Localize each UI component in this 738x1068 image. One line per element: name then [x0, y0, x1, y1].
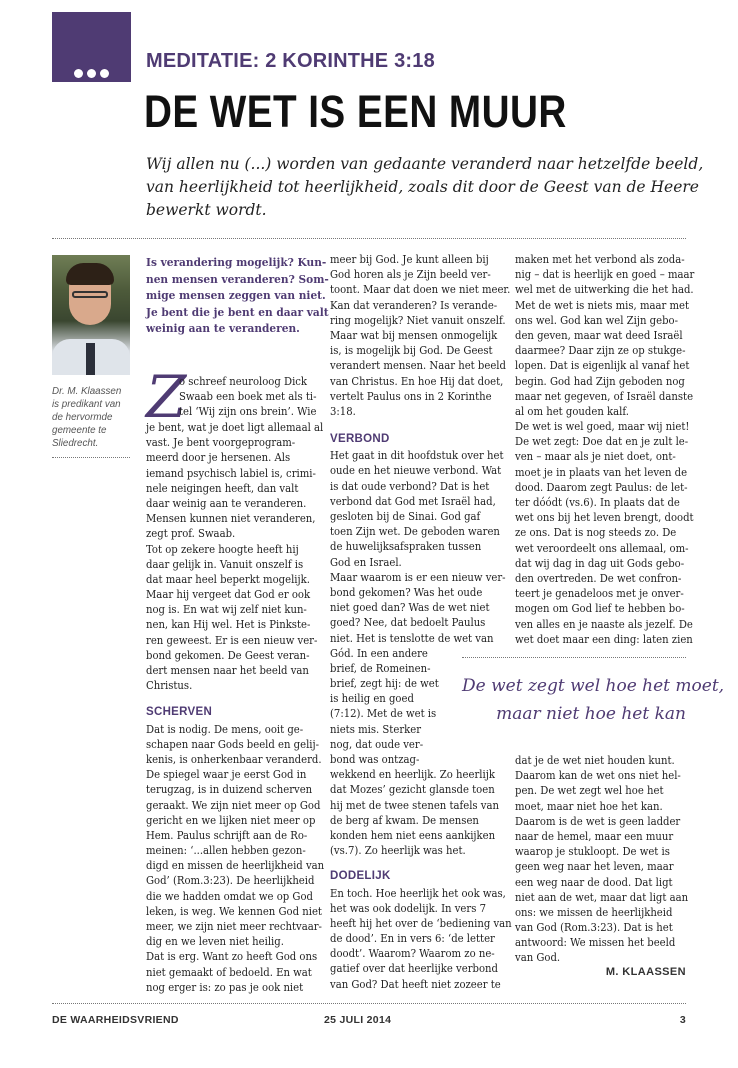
text-line: hij met de twee stenen tafels van: [330, 798, 499, 812]
text-line: antwoord: We missen het beeld: [515, 936, 676, 950]
caption-line: Dr. M. Klaassen: [52, 386, 122, 397]
caption-line: gemeente te: [52, 425, 107, 436]
article-kicker: MEDITATIE: 2 KORINTHE 3:18: [146, 50, 435, 72]
text-line: 3:18.: [330, 404, 356, 418]
text-line: al om het gouden kalf.: [515, 404, 629, 418]
text-line: ren geweest. Er is een nieuw ver-: [146, 633, 318, 647]
text-line: (vs.7). Zo heerlijk was het.: [330, 844, 466, 858]
text-line: Mensen kunnen niet veranderen,: [146, 512, 316, 526]
text-line: De spiegel waar je eerst God in: [146, 768, 307, 782]
text-line: waarop je stukloopt. De wet is: [515, 845, 670, 859]
text-line: Swaab een boek met als ti-: [179, 390, 317, 404]
magazine-logo-box: [52, 12, 131, 82]
text-line: moet, maar niet hoe het kan.: [515, 799, 663, 813]
text-line: begin. God had Zijn geboden nog: [515, 374, 685, 388]
text-line: is, is mogelijk bij God. De Geest: [330, 344, 493, 358]
lead-line: nen mensen veranderen? Som-: [146, 271, 329, 286]
text-line: terugzag, is in duizend scherven: [146, 783, 313, 797]
text-line: ze ons. Dat is nog steeds zo. De: [515, 526, 677, 540]
text-line: niet gemaakt of bedoeld. En wat: [146, 965, 312, 979]
section-heading: DODELIJK: [330, 870, 391, 883]
text-line: leken, is weg. We kennen God niet: [146, 904, 322, 918]
text-line: meer bij God. Je kunt alleen bij: [330, 253, 489, 266]
text-line: bond was ontzag-: [330, 753, 420, 766]
text-line: iemand psychisch labiel is, crimi-: [146, 466, 316, 480]
text-line: Dat is nodig. De mens, ooit ge-: [146, 722, 304, 736]
text-line: die we hadden omdat we op God: [146, 889, 313, 903]
text-line: De wet zegt: Doe dat en je zult le-: [515, 435, 689, 449]
text-line: Met de wet is niets mis, maar met: [515, 298, 690, 312]
text-line: Daarom kan de wet ons niet hel-: [515, 769, 681, 783]
lead-line: weinig aan te veranderen.: [146, 321, 300, 335]
text-line: wel met de uitwerking die het had.: [515, 283, 694, 297]
text-line: God en Israel.: [330, 555, 402, 569]
text-line: God horen als je Zijn beeld ver-: [330, 268, 491, 282]
column-3-body-top: [515, 252, 714, 647]
text-line: schapen naar Gods beeld en gelij-: [146, 737, 320, 751]
text-line: meinen: ‘...allen hebben gezon-: [146, 844, 306, 858]
text-line: verbond dat God met Israël had,: [330, 494, 496, 508]
text-line: ons wel. God kan wel Zijn gebo-: [515, 313, 678, 327]
lead-paragraph: [146, 254, 345, 337]
text-line: Gód. In een andere: [330, 646, 428, 660]
text-line: den geven, maar wat deed Israël: [515, 328, 683, 342]
text-line: Hem. Paulus schrijft aan de Ro-: [146, 828, 308, 842]
drop-cap: Z: [146, 363, 187, 431]
text-line: dat Mozes’ gezicht glansde toen: [330, 783, 495, 797]
text-line: de berg af kwam. De mensen: [330, 813, 479, 827]
text-line: Kan dat veranderen? Is verande-: [330, 298, 498, 312]
text-line: kenis, is onherkenbaar veranderd.: [146, 752, 322, 766]
text-line: daarmee? Daar zijn ze op stukge-: [515, 344, 686, 358]
text-line: zegt prof. Swaab.: [146, 527, 236, 541]
text-line: nig – dat is heerlijk en goed – maar: [515, 268, 695, 282]
text-line: meer, we zijn niet meer rechtvaar-: [146, 920, 322, 933]
text-line: het was ook dodelijk. In vers 7: [330, 901, 486, 915]
text-line: nog, dat oude ver-: [330, 737, 424, 751]
text-line: wet veroordeelt ons allemaal, om-: [515, 541, 689, 555]
text-line: toont. Maar dat doen we niet meer.: [330, 283, 511, 297]
footer-date: 25 JULI 2014: [324, 1014, 392, 1026]
text-line: daar weinig aan te veranderen.: [146, 496, 307, 510]
text-line: wekkend en heerlijk. Zo heerlijk: [330, 768, 495, 782]
text-line: pen. De wet zegt wel hoe het: [515, 784, 664, 798]
text-line: o schreef neuroloog Dick: [179, 375, 308, 388]
text-line: wet ons bij het leven brengt, doodt: [515, 511, 694, 525]
lead-line: Je bent die je bent en daar valt: [146, 304, 329, 319]
text-line: niet goed dan? Was de wet niet: [330, 601, 490, 615]
text-line: geen weg naar het leven, maar: [515, 860, 674, 874]
text-line: van God? Dat heeft niet zozeer te: [330, 977, 501, 991]
caption-line: Sliedrecht.: [52, 438, 99, 449]
section-heading: VERBOND: [330, 433, 390, 446]
text-line: dat maar heel beperkt mogelijk.: [146, 572, 310, 586]
text-line: Maar wat bij mensen onmogelijk: [330, 328, 498, 342]
article-title: DE WET IS EEN MUUR: [144, 86, 567, 137]
pull-quote-line: maar niet hoe het kan: [496, 704, 686, 724]
text-line: vast. Je bent voorgeprogram-: [146, 436, 296, 450]
text-line: Maar hij vergeet dat God er ook: [146, 588, 311, 602]
text-line: nog erger is: zo pas je ook niet: [146, 980, 304, 994]
intro-line: van heerlijkheid tot heerlijkheid, zoals dit door de Geest van de Heere: [146, 178, 699, 196]
text-line: brief, de Romeinen-: [330, 661, 431, 675]
text-line: wet doet maar een ding: laten zien: [515, 632, 693, 646]
logo-dot: [87, 69, 96, 78]
text-line: dig en we leven niet heilig.: [146, 935, 284, 949]
text-line: mogen om God lief te hebben bo-: [515, 602, 685, 616]
text-line: nog is. En wat wij zelf niet kun-: [146, 603, 307, 617]
text-line: dood. Daarom zegt Paulus: de let-: [515, 480, 688, 494]
text-line: brief, zegt hij: de wet: [330, 677, 439, 691]
footer-magazine-name: DE WAARHEIDSVRIEND: [52, 1014, 179, 1026]
text-line: tel ‘Wij zijn ons brein’. Wie: [179, 405, 317, 419]
text-line: heeft hij het over de ‘bediening van: [330, 916, 512, 930]
text-line: lopen. Dat is eigenlijk al vanaf het: [515, 359, 690, 373]
text-line: meerd door je hersenen. Als: [146, 451, 291, 465]
text-line: ons: we missen de heerlijkheid: [515, 905, 673, 919]
text-line: niet aan de wet, maar dat ligt aan: [515, 890, 689, 904]
text-line: Het gaat in dit hoofdstuk over het: [330, 449, 504, 463]
author-signature: M. KLAASSEN: [605, 966, 686, 978]
text-line: is dat oude verbond? Dat is het: [330, 479, 490, 493]
column-2-body: [330, 252, 532, 992]
pull-quote-divider: [462, 657, 686, 658]
text-line: dat wij dag in dag uit Gods gebo-: [515, 556, 685, 570]
text-line: Dat is erg. Want zo heeft God ons: [146, 950, 318, 964]
text-line: van God.: [515, 951, 561, 965]
text-line: maken met het verbond als zoda-: [515, 253, 685, 266]
intro-line: Wij allen nu (...) worden van gedaante veranderd naar hetzelfde beeld,: [146, 155, 704, 173]
text-line: daar gelijk in. Vanuit onszelf is: [146, 557, 304, 571]
text-line: naar de hemel, maar een muur: [515, 829, 674, 843]
lead-line: mige mensen zeggen van niet.: [146, 288, 326, 302]
text-line: van God (Rom.3:23). Dat is het: [515, 921, 673, 935]
text-line: doodt’. Waarom? Waarom zo ne-: [330, 947, 495, 961]
text-line: niet. Het is tenslotte de wet van: [330, 631, 494, 645]
text-line: Maar waarom is er een nieuw ver-: [330, 570, 506, 584]
text-line: gatief over dat heerlijke verbond: [330, 962, 498, 976]
text-line: je bent, wat je doet ligt allemaal al: [146, 421, 324, 434]
text-line: nele neigingen heeft, dan valt: [146, 481, 299, 495]
text-line: En toch. Hoe heerlijk het ook was,: [330, 886, 506, 900]
text-line: de huwelijksafspraken tussen: [330, 540, 482, 554]
text-line: toen Zijn wet. De geboden waren: [330, 525, 500, 539]
text-line: den overtreden. De wet confron-: [515, 571, 682, 585]
footer-divider: [52, 1003, 686, 1004]
text-line: gesloten bij de Sinai. God gaf: [330, 510, 481, 523]
caption-line: is predikant van: [52, 399, 121, 410]
text-line: teert je genadeloos met je onver-: [515, 587, 684, 601]
text-line: (7:12). Met de wet is: [330, 707, 437, 721]
text-line: geraakt. We zijn niet meer op God: [146, 798, 321, 812]
text-line: gericht en we lijken niet meer op: [146, 813, 316, 827]
text-line: maar net gegeven, of Israël danste: [515, 389, 694, 403]
text-line: moet je in plaats van het leven de: [515, 465, 688, 479]
text-line: digd en missen de heerlijkheid van: [146, 859, 325, 873]
text-line: God’ (Rom.3:23). De heerlijkheid: [146, 874, 315, 888]
pull-quote: [462, 672, 725, 728]
footer-page-number: 3: [679, 1014, 686, 1026]
text-line: Daarom is de wet is geen ladder: [515, 814, 681, 828]
text-line: nen, kan Hij wel. Het is Pinkste-: [146, 618, 311, 632]
text-line: de dood’. En in vers 6: ‘de letter: [330, 932, 495, 946]
text-line: ven alles en je naaste als jezelf. De: [515, 617, 693, 631]
text-line: van Christus. En hoe Hij dat doet,: [330, 374, 504, 388]
pull-quote-line: De wet zegt wel hoe het moet,: [462, 676, 725, 696]
caption-divider: [52, 457, 130, 458]
text-line: dat je de wet niet houden kunt.: [515, 754, 675, 767]
logo-dot: [100, 69, 109, 78]
header-divider: [52, 238, 686, 239]
text-line: is heilig en goed: [330, 692, 414, 706]
text-line: vertelt Paulus ons in 2 Korinthe: [330, 389, 492, 403]
logo-dot: [74, 69, 83, 78]
text-line: Tot op zekere hoogte heeft hij: [146, 542, 299, 556]
caption-line: de hervormde: [52, 412, 113, 423]
text-line: ring mogelijk? Niet vanuit onszelf.: [330, 313, 506, 327]
column-1-dropcap-lines: [179, 374, 332, 420]
text-line: verandert mensen. Naar het beeld: [330, 359, 506, 373]
text-line: ven – maar als je niet doet, ont-: [515, 450, 676, 464]
text-line: bond gekomen. De Geest veran-: [146, 648, 310, 662]
intro-text: [146, 153, 706, 222]
text-line: oude en het nieuwe verbond. Wat: [330, 464, 502, 478]
text-line: De wet is wel goed, maar wij niet!: [515, 420, 690, 434]
text-line: een weg naar de dood. Dat ligt: [515, 875, 673, 889]
intro-line: bewerkt wordt.: [146, 201, 267, 219]
text-line: bond gekomen? Was het oude: [330, 585, 483, 599]
text-line: ter dóódt (vs.6). In plaats dat de: [515, 496, 680, 509]
text-line: dert mensen naar het beeld van: [146, 664, 309, 677]
text-line: Christus.: [146, 679, 193, 693]
text-line: goed? Nee, dat bedoelt Paulus: [330, 616, 486, 630]
lead-line: Is verandering mogelijk? Kun-: [146, 255, 327, 269]
text-line: konden hem niet eens aankijken: [330, 828, 496, 842]
author-caption: [52, 385, 132, 450]
column-1-body: [146, 420, 344, 995]
section-heading: SCHERVEN: [146, 706, 213, 719]
author-photo: [52, 255, 130, 375]
text-line: niets mis. Sterker: [330, 722, 422, 736]
column-3-body-bottom: [515, 753, 707, 966]
